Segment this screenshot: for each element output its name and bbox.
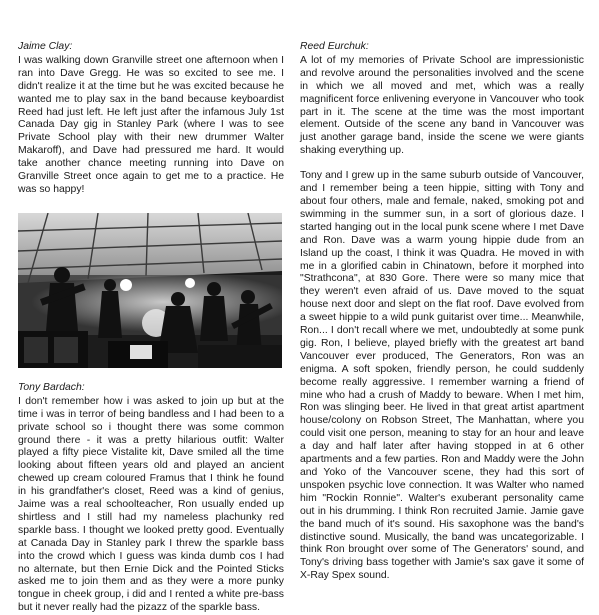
right-column <box>300 41 584 583</box>
quote-paragraph: Tony and I grew up in the same suburb outside of Vancouver, and I remember being a teen hippie, sitting with Tony and about four others, male and female, naked, smoking pot and swimming in the summer sun, in a sort of glorious daze. I started hanging out in the local punk scene where I met Dave and Ron. Dave was a warm young hippie dude from an Island up the coast, I think it was Quadra. He moved in with me in a glorified cabin in Chinatown, before it morphed into "Strathcona", at 830 Gore. There were so many mice that they weren't even afraid of us. Dave moved to the squat house next door and slept on the flat roof. Dave evolved from a sweet hippie to a wild punk guitarist over time... Meanwhile, Ron... I don't recall where we met, undoubtedly at some punk gig. Ron, I believe, played briefly with the greatest art band Vancouver ever produced, The Generators, Ron was an enigma. A soft spoken, friendly person, he could suddenly become really aggressive. I remember warning a friend of mine who had a crush of Maddy to beware. When I met him, Ron was slinging beer. He lived in that great artist apartment house/colony on Robson Street, The Manhattan, where you could visit one person, meaning to stay for an hour and leave a day and half later after having stopped in at 6 other apartments and a few parties. Ron and Maddy were the John and Yoko of the Vancouver scene, they had this sort of unspoken psychic love connection. It was Walter who named him "Rockin Ronnie". Walter's exuberant personality came out in his drumming. I think Ron recruited Jamie. Jamie gave the band much of it's sound. His saxophone was the band's distinctive sound. Musically, the band was uncategorizable. I think Ron brought over some of The Generators' sound, and Tony's driving bass together with Jamie's sax gave it some of X-Ray Spex sound. <box>300 170 584 582</box>
speaker-name: Jaime Clay: <box>18 41 73 52</box>
band-photo <box>18 213 282 368</box>
speaker-name: Reed Eurchuk: <box>300 41 369 52</box>
quote-paragraph: I was walking down Granville street one afternoon when I ran into Dave Gregg. He was so excited to see me. I didn't realize it at the time but he was excited because he wanted me to play sax in the band because keyboardist Reed had just left. He left just after the infamous July 1st Canada Day gig in Stanley Park (where I was to see Private School play with their new drummer Walter Makaroff), and Dave had pressured me hard. It would take another chance meeting running into Dave on Granville Street once again to get me to a practice. He was so happy! <box>18 54 284 195</box>
speaker-name: Tony Bardach: <box>18 381 85 393</box>
paragraph-spacer <box>300 158 584 170</box>
quote-paragraph: A lot of my memories of Private School are impressionistic and revolve around the personalities involved and the scene in which we all moved and met, which was a really magnificent force enlivening everyone in Vancouver who took part in it. The scene at the time was the most important element. Outside of the scene any band in Vancouver was just another garage band, inside the scene we were giants shaking everything up. <box>300 54 584 157</box>
band-photo-icon <box>18 213 282 368</box>
left-column <box>18 41 284 615</box>
quote-paragraph: I don't remember how i was asked to join up but at the time i was in terror of being bandless and I had been to a private school so i thought there was some common ground there - it was a pretty hilarious outfit: Walter played a fifty piece Vistalite kit, Dave smiled all the time looking about fifteen years old and played an ancient chewed up cream coloured Framus that I think he found in his grandfather's closet, Reed was a kind of genius, Jaime was a real schoolteacher, Ron usually ended up shirtless and I still had my nameless plachunky red sparkle bass. I thought we looked pretty good. Eventually at Canada Day in Stanley park I threw the sparkle bass into the crowd which I guess was kinda dumb cos I had no alternate, but then Ernie Dick and the Pointed Sticks asked me to join them and as they were a more punky tongue in cheek group, i did and I rented a white pre-bass but it never really had the pizazz of the sparkle bass. <box>18 395 284 614</box>
